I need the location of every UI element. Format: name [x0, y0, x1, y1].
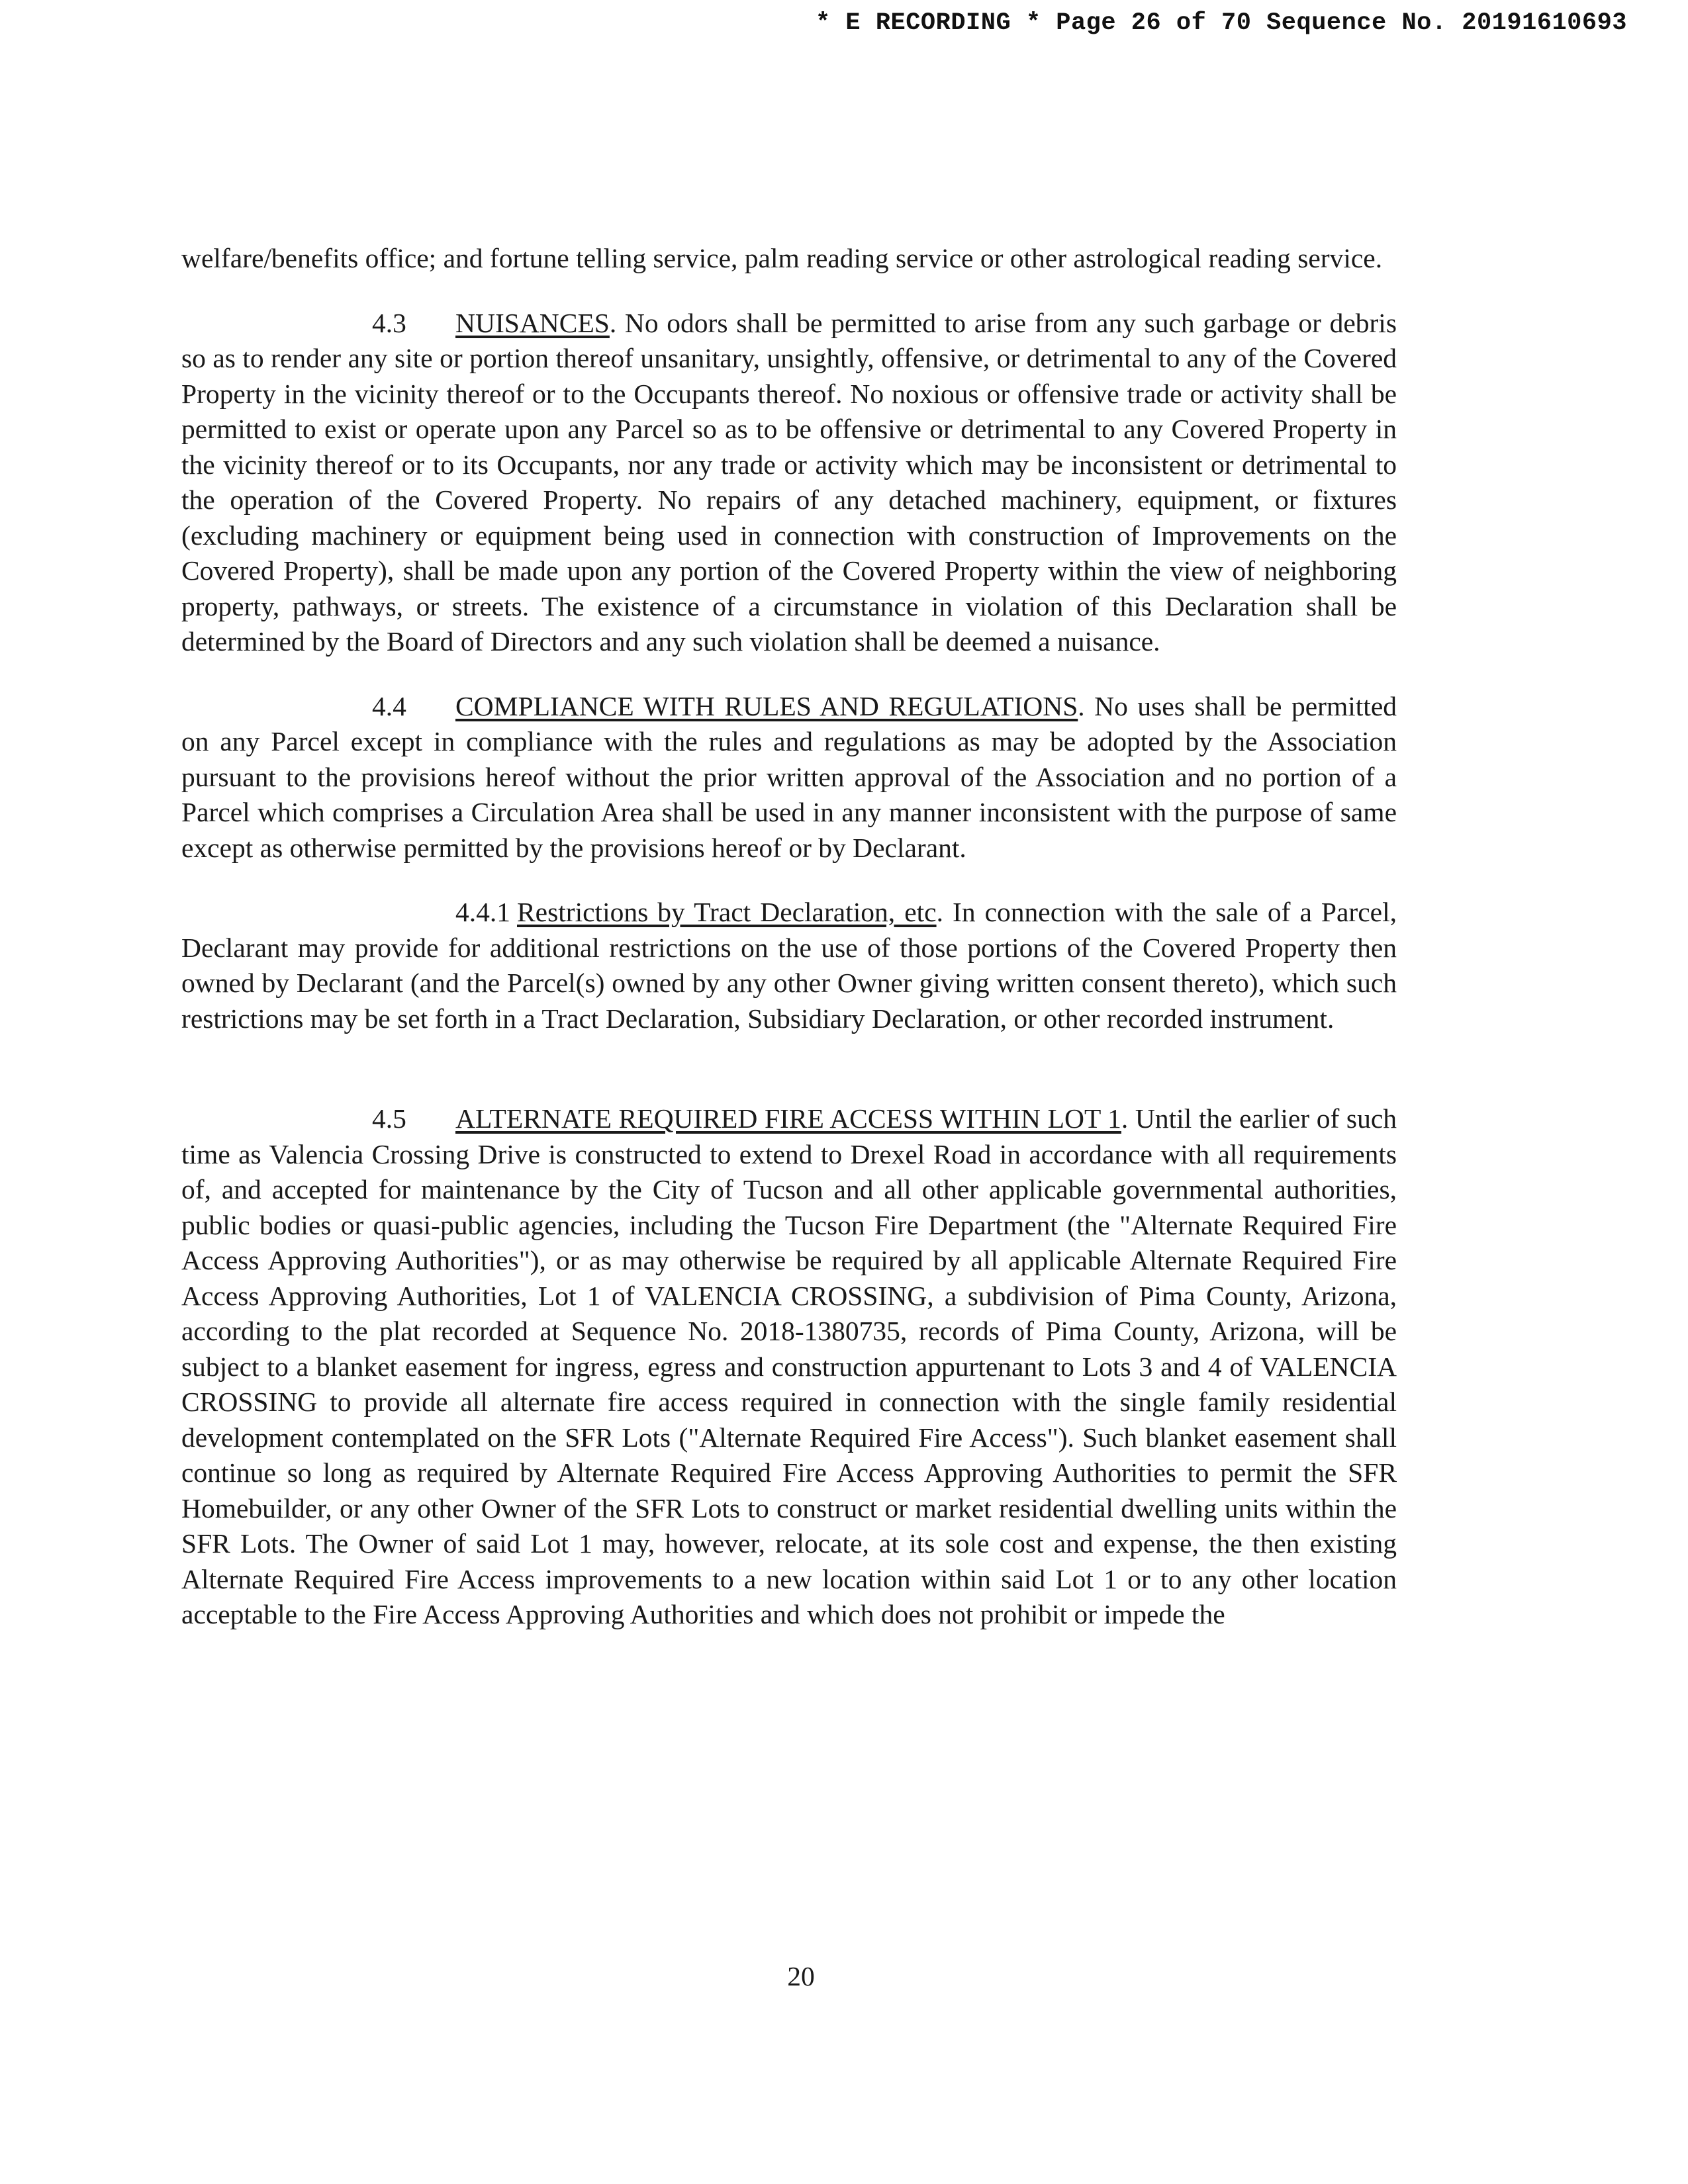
section-4-4-1 — [181, 895, 1397, 1036]
section-number: 4.5 — [372, 1103, 406, 1134]
recording-stamp: * E RECORDING * Page 26 of 70 Sequence No. 20191610693 — [816, 9, 1627, 37]
section-heading: Restrictions by Tract Declaration, etc — [517, 897, 937, 927]
section-4-5 — [181, 1101, 1397, 1633]
section-4-4 — [181, 689, 1397, 866]
page-number: 20 — [787, 1961, 815, 1991]
section-number: 4.4 — [372, 690, 406, 721]
section-number: 4.3 — [372, 307, 406, 338]
section-text: . In connection with the sale of a Parcel, Declarant may provide for additional restrictions on the use of those portions of the Covered Property then owned by Declarant (and the Parcel(s) owned by any other Owner giving written consent thereto), which such restrictions may be set forth in a Tract Declaration, Subsidiary Declaration, or other recorded instrument. — [181, 897, 1397, 1034]
section-heading: NUISANCES — [455, 307, 610, 338]
section-heading: ALTERNATE REQUIRED FIRE ACCESS WITHIN LOT 1 — [455, 1103, 1121, 1134]
section-text: . Until the earlier of such time as Valencia Crossing Drive is constructed to extend to Drexel Road in accordance with all requirements of, and accepted for maintenance by the City of Tucson and all other applicable governmental authorities, public bodies or quasi-public agencies, including the Tucson Fire Department (the "Alternate Required Fire Access Approving Authorities"), or as may otherwise be required by all applicable Alternate Required Fire Access Approving Authorities, Lot 1 of VALENCIA CROSSING, a subdivision of Pima County, Arizona, according to the plat recorded at Sequence No. 2018-1380735, records of Pima County, Arizona, will be subject to a blanket easement for ingress, egress and construction appurtenant to Lots 3 and 4 of VALENCIA CROSSING to provide all alternate fire access required in connection with the single family residential development contemplated on the SFR Lots ("Alternate Required Fire Access"). Such blanket easement shall continue so long as required by Alternate Required Fire Access Approving Authorities to permit the SFR Homebuilder, or any other Owner of the SFR Lots to construct or market residential dwelling units within the SFR Lots. The Owner of said Lot 1 may, however, relocate, at its sole cost and expense, the then existing Alternate Required Fire Access improvements to a new location within said Lot 1 or to any other location acceptable to the Fire Access Approving Authorities and which does not prohibit or impede the — [181, 1103, 1397, 1629]
section-4-3 — [181, 306, 1397, 660]
section-text: . No uses shall be permitted on any Parcel except in compliance with the rules and regulations as may be adopted by the Association pursuant to the provisions hereof without the prior written approval of the Association and no portion of a Parcel which comprises a Circulation Area shall be used in any manner inconsistent with the purpose of same except as otherwise permitted by the provisions hereof or by Declarant. — [181, 690, 1397, 863]
document-body — [181, 241, 1397, 1633]
section-heading: COMPLIANCE WITH RULES AND REGULATIONS — [455, 690, 1078, 721]
section-text: . No odors shall be permitted to arise from any such garbage or debris so as to render any site or portion thereof unsanitary, unsightly, offensive, or detrimental to any of the Covered Property in the vicinity thereof or to the Occupants thereof. No noxious or offensive trade or activity shall be permitted to exist or operate upon any Parcel so as to be offensive or detrimental to any Covered Property in the vicinity thereof or to its Occupants, nor any trade or activity which may be inconsistent or detrimental to the operation of the Covered Property. No repairs of any detached machinery, equipment, or fixtures (excluding machinery or equipment being used in connection with construction of Improvements on the Covered Property), shall be made upon any portion of the Covered Property within the view of neighboring property, pathways, or streets. The existence of a circumstance in violation of this Declaration shall be determined by the Board of Directors and any such violation shall be deemed a nuisance. — [181, 307, 1397, 657]
section-number: 4.4.1 — [455, 897, 510, 927]
paragraph-continuation: welfare/benefits office; and fortune telling service, palm reading service or other astrological reading service. — [181, 243, 1383, 273]
